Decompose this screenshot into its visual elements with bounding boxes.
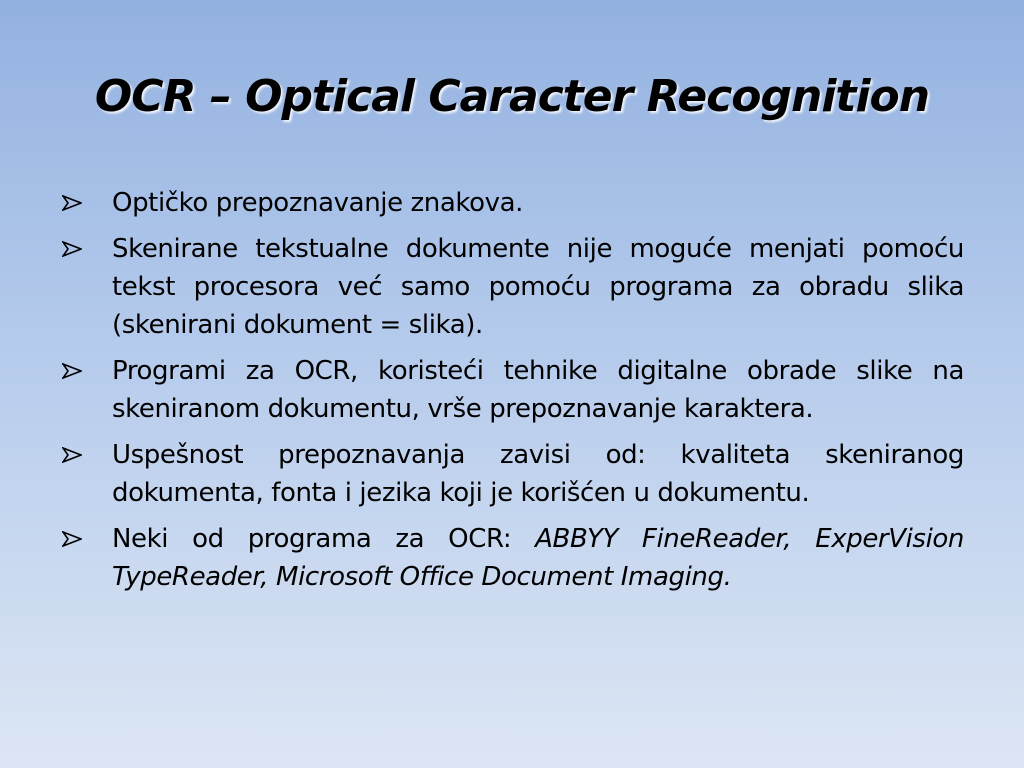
bullet-list (62, 184, 964, 596)
bullet-item (62, 352, 964, 428)
title-cap-c: C (428, 71, 460, 122)
bullet-text-emphasis: ABBYY FineReader, ExperVision TypeReader, Microsoft Office Document Imaging. (112, 524, 964, 592)
arrowhead-bullet-icon (62, 230, 92, 268)
slide-content (62, 184, 964, 604)
title-word-recognition: ecognition (677, 71, 930, 122)
title-cap-r: R (646, 71, 678, 122)
bullet-item (62, 436, 964, 512)
title-word-caracter: aracter (459, 71, 647, 122)
arrowhead-bullet-icon (62, 436, 92, 474)
arrowhead-bullet-icon (62, 184, 92, 222)
bullet-text: Neki od programa za OCR: (112, 524, 536, 554)
arrowhead-bullet-icon (62, 352, 92, 390)
bullet-text: Optičko prepoznavanje znakova. (112, 188, 524, 218)
arrowhead-bullet-icon (62, 520, 92, 558)
title-word-optical: ptical (281, 71, 429, 122)
slide-title (0, 62, 1024, 132)
bullet-item (62, 520, 964, 596)
bullet-item (62, 230, 964, 344)
title-cap-o: O (245, 71, 282, 122)
title-prefix: OCR – (94, 71, 246, 122)
bullet-text: Skenirane tekstualne dokumente nije moguće menjati pomoću tekst procesora već samo pomoću programa za obradu slika (skenirani dokument = slika). (112, 234, 964, 340)
bullet-text: Uspešnost prepoznavanja zavisi od: kvaliteta skeniranog dokumenta, fonta i jezika koji je korišćen u dokumentu. (112, 440, 964, 508)
bullet-item (62, 184, 964, 222)
bullet-text: Programi za OCR, koristeći tehnike digitalne obrade slike na skeniranom dokumentu, vrše prepoznavanje karaktera. (112, 356, 964, 424)
